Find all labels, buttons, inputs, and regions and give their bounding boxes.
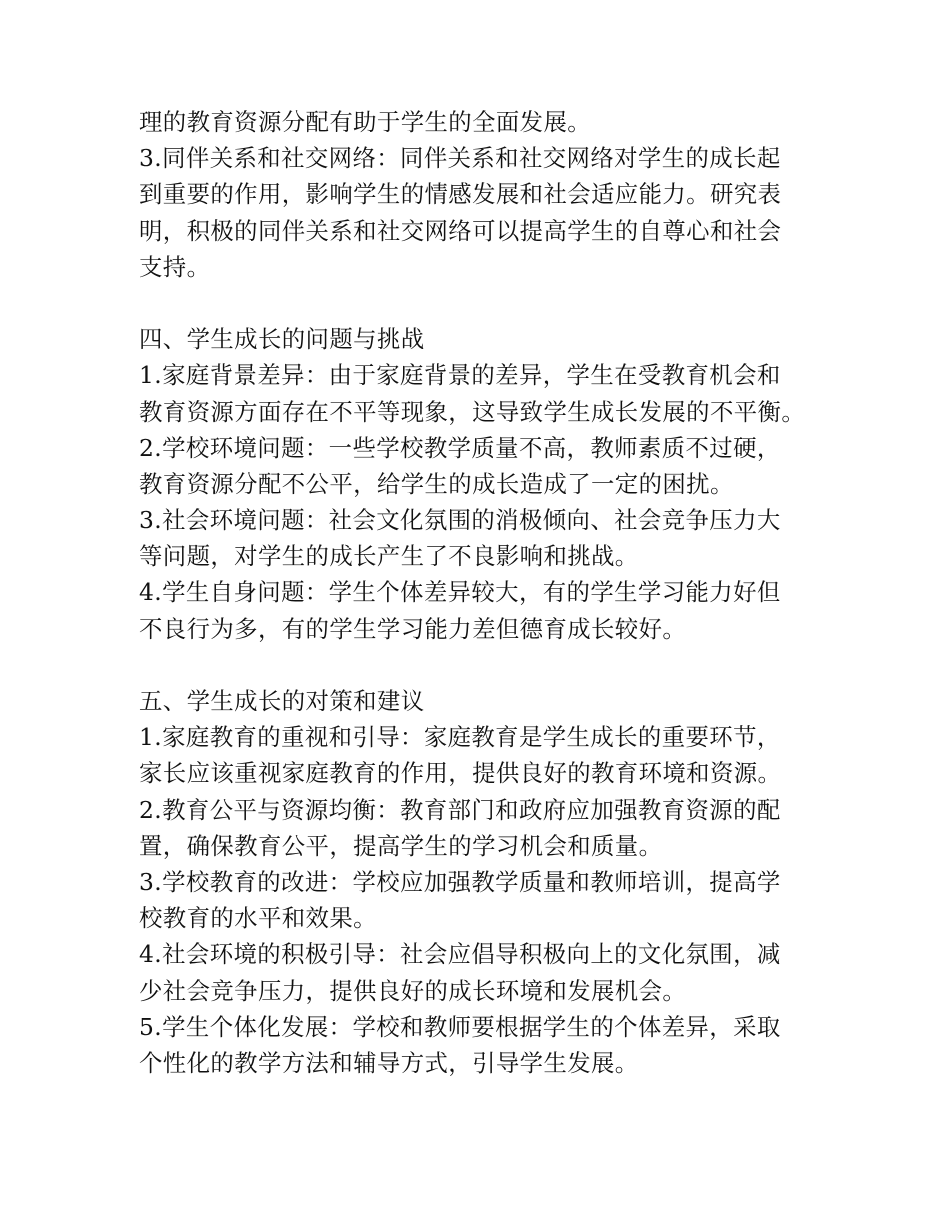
paragraph-line: 教育资源分配不公平，给学生的成长造成了一定的困扰。 [139, 469, 734, 498]
list-item-peer-relations: 3.同伴关系和社交网络：同伴关系和社交网络对学生的成长起 [139, 144, 781, 173]
list-item-family-background: 1.家庭背景差异：由于家庭背景的差异，学生在受教育机会和 [139, 361, 781, 390]
paragraph-line: 教育资源方面存在不平等现象，这导致学生成长发展的不平衡。 [139, 397, 806, 426]
paragraph-line: 理的教育资源分配有助于学生的全面发展。 [139, 108, 592, 136]
paragraph-line: 少社会竞争压力，提供良好的成长环境和发展机会。 [139, 976, 687, 1005]
paragraph-line: 支持。 [139, 252, 211, 281]
list-item-school-environment: 2.学校环境问题：一些学校教学质量不高，教师素质不过硬， [139, 433, 781, 462]
paragraph-line: 到重要的作用，影响学生的情感发展和社会适应能力。研究表 [139, 180, 782, 209]
paragraph-spacer [139, 285, 829, 321]
paragraph-line: 置，确保教育公平，提高学生的学习机会和质量。 [139, 831, 663, 860]
list-item-social-guidance: 4.社会环境的积极引导：社会应倡导积极向上的文化氛围，减 [139, 940, 781, 969]
document-body [139, 104, 829, 1081]
paragraph-line: 家长应该重视家庭教育的作用，提供良好的教育环境和资源。 [139, 759, 782, 788]
section-heading-countermeasures: 五、学生成长的对策和建议 [139, 687, 425, 715]
list-item-education-equity: 2.教育公平与资源均衡：教育部门和政府应加强教育资源的配 [139, 795, 781, 824]
section-heading-problems: 四、学生成长的问题与挑战 [139, 325, 425, 354]
paragraph-line: 等问题，对学生的成长产生了不良影响和挑战。 [139, 542, 639, 571]
paragraph-line: 校教育的水平和效果。 [139, 904, 377, 933]
list-item-student-self: 4.学生自身问题：学生个体差异较大，有的学生学习能力好但 [139, 578, 781, 607]
list-item-social-environment: 3.社会环境问题：社会文化氛围的消极倾向、社会竞争压力大 [139, 506, 781, 535]
paragraph-spacer [139, 647, 829, 683]
list-item-individualized-development: 5.学生个体化发展：学校和教师要根据学生的个体差异，采取 [139, 1012, 781, 1041]
paragraph-line: 不良行为多，有的学生学习能力差但德育成长较好。 [139, 614, 687, 643]
paragraph-line: 明，积极的同伴关系和社交网络可以提高学生的自尊心和社会 [139, 216, 782, 245]
paragraph-line: 个性化的教学方法和辅导方式，引导学生发展。 [139, 1048, 639, 1077]
list-item-family-education: 1.家庭教育的重视和引导：家庭教育是学生成长的重要环节， [139, 723, 781, 752]
list-item-school-improvement: 3.学校教育的改进：学校应加强教学质量和教师培训，提高学 [139, 867, 781, 896]
